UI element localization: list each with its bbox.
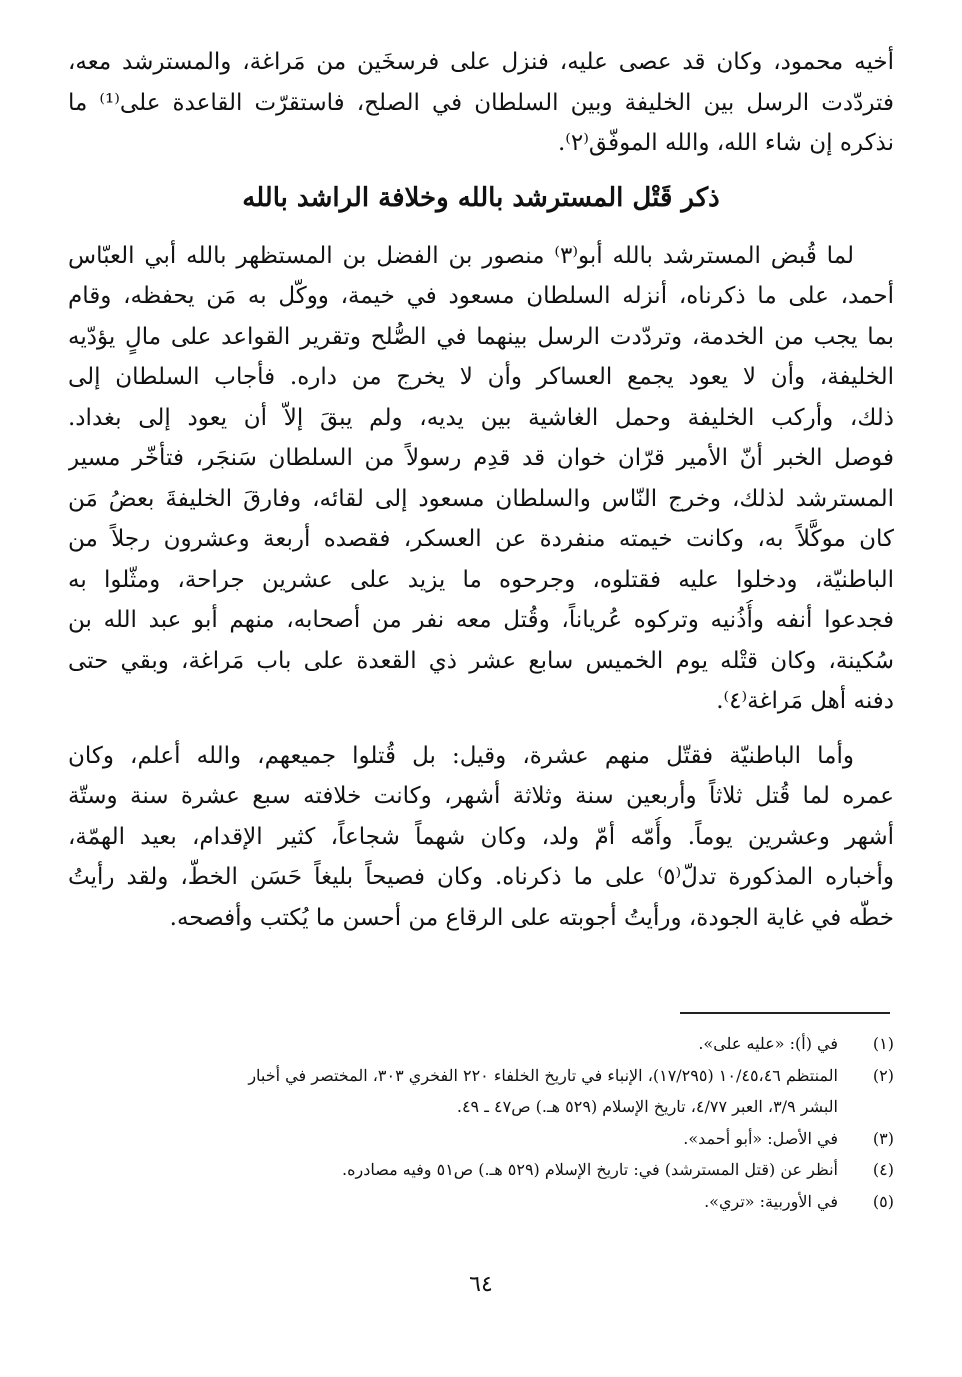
footnote-item [68, 1186, 894, 1218]
text-line: سُكينة، وكان قتْله يوم الخميس سابع عشر ذي القعدة على باب مَراغة، وبقي حتى [68, 647, 894, 674]
text-line: بما يجب من الخدمة، وتردّدت الرسل بينهما في الصُّلح وتقرير القواعد على مالٍ يؤدّيه [68, 323, 894, 350]
footnote-item [68, 1028, 894, 1060]
footnote-line: في الأوربية: «تري». [704, 1191, 838, 1211]
page-number: ٦٤ [469, 1272, 493, 1297]
footnote-number: (٥) [872, 1191, 894, 1211]
footnote-line: أنظر عن (قتل المسترشد) في: تاريخ الإسلام (٥٢٩ هـ.) ص٥١ وفيه مصادره. [342, 1160, 838, 1179]
footnote-number: (٤) [872, 1160, 894, 1179]
footnote-item [68, 1060, 894, 1123]
footnote-divider [680, 1012, 890, 1014]
text-line: الخليفة، وأن لا يعود يجمع العساكر وأن لا يخرج من داره. فأجاب السلطان إلى [68, 364, 894, 390]
text-line: وأخباره المذكورة تدلّ⁽٥⁾ على ما ذكرناه. وكان فصيحاً بليغاً حَسَن الخطّ، ولقد رأيتُ [68, 864, 894, 890]
text-line: أشهر وعشرين يوماً. وأُمّه أمّ ولد، وكان شهماً شجاعاً، كثير الإقدام، بعيد الهمّة، [68, 823, 894, 850]
text-line: أخيه محمود، وكان قد عصى عليه، فنزل على فرسخَين من مَراغة، والمسترشد معه، [68, 49, 894, 75]
footnotes [68, 1028, 894, 1217]
footnote-line: في الأصل: «أبو أحمد». [683, 1128, 838, 1148]
text-line: نذكره إن شاء الله، والله الموفّق⁽٢⁾. [557, 130, 894, 156]
text-line: فوصل الخبر أنّ الأمير قرّان خوان قد قدِم رسولاً من السلطان سَنجَر، فتأخّر مسير [68, 445, 894, 471]
text-line: خطّه في غاية الجودة، ورأيتُ أجوبته على الرقاع من أحسن ما يُكتب وأفصحه. [169, 904, 894, 931]
footnote-number: (٣) [872, 1128, 894, 1148]
text-line: المسترشد لذلك، وخرج النّاس والسلطان مسعود إلى لقائه، وفارقَ الخليفةَ بعضُ مَن [68, 485, 894, 512]
footnote-item [68, 1123, 894, 1155]
footnote-item [68, 1154, 894, 1186]
text-line: الباطنيّة، ودخلوا عليه فقتلوه، وجرحوه ما يزيد على عشرين جراحة، ومثّلوا به [68, 566, 894, 593]
paragraph-final [68, 736, 894, 939]
footnote-number: (١) [872, 1034, 894, 1053]
footnote-text [68, 1123, 838, 1155]
footnote-text [68, 1060, 838, 1123]
text-line: فجدعوا أنفه وأُذُنيه وتركوه عُرياناً، وقُتل معه نفر من أصحابه، منهم أبو عبد الله بن [68, 607, 894, 633]
footnote-text [68, 1154, 838, 1186]
footnote-line: في (أ): «عليه على». [698, 1034, 838, 1053]
paragraph-continuation [68, 42, 894, 164]
text-line: وأما الباطنيّة فقتّل منهم عشرة، وقيل: بل قُتلوا جميعهم، والله أعلم، وكان [68, 742, 854, 769]
footnote-line: المنتظم ١٠/٤٥،٤٦ (١٧/٢٩٥)، الإنباء في تاريخ الخلفاء ٢٢٠ الفخري ٣٠٣، المختصر في أخبار [248, 1065, 838, 1085]
paragraph-main [68, 236, 894, 722]
text-line: عمره لما قُتل ثلاثاً وأربعين سنة وثلاثة أشهر، وكانت خلافته سبع عشرة سنة وستّة [68, 783, 894, 809]
text-line: ذلك، وأركب الخليفة وحمل الغاشية بين يديه، ولم يبقَ إلاّ أن يعود إلى بغداد. [68, 404, 894, 431]
text-line: أحمد، على ما ذكرناه، أنزله السلطان مسعود في خيمة، ووكّل به مَن يحفظه، وقام [68, 283, 894, 309]
text-line: كان موكَّلاً به، وكانت خيمته منفردة عن العسكر، فقصده أربعة وعشرون رجلاً من [68, 526, 894, 552]
section-heading: ذكر قَتْل المسترشد بالله وخلافة الراشد بالله [242, 182, 720, 213]
footnote-text [68, 1028, 838, 1060]
footnote-number: (٢) [872, 1065, 894, 1085]
text-line: فتردّدت الرسل بين الخليفة وبين السلطان في الصلح، فاستقرّت القاعدة على⁽¹⁾ ما [68, 89, 894, 116]
page-body [68, 42, 894, 938]
footnote-line: البشر ٣/٩، العبر ٤/٧٧، تاريخ الإسلام (٥٢٩ هـ.) ص٤٧ ـ ٤٩. [456, 1097, 838, 1116]
footnote-text [68, 1186, 838, 1218]
text-line: دفنه أهل مَراغة⁽٤⁾. [716, 688, 894, 714]
text-line: لما قُبض المسترشد بالله أبو⁽٣⁾ منصور بن الفضل بن المستظهر بالله أبي العبّاس [68, 242, 854, 269]
